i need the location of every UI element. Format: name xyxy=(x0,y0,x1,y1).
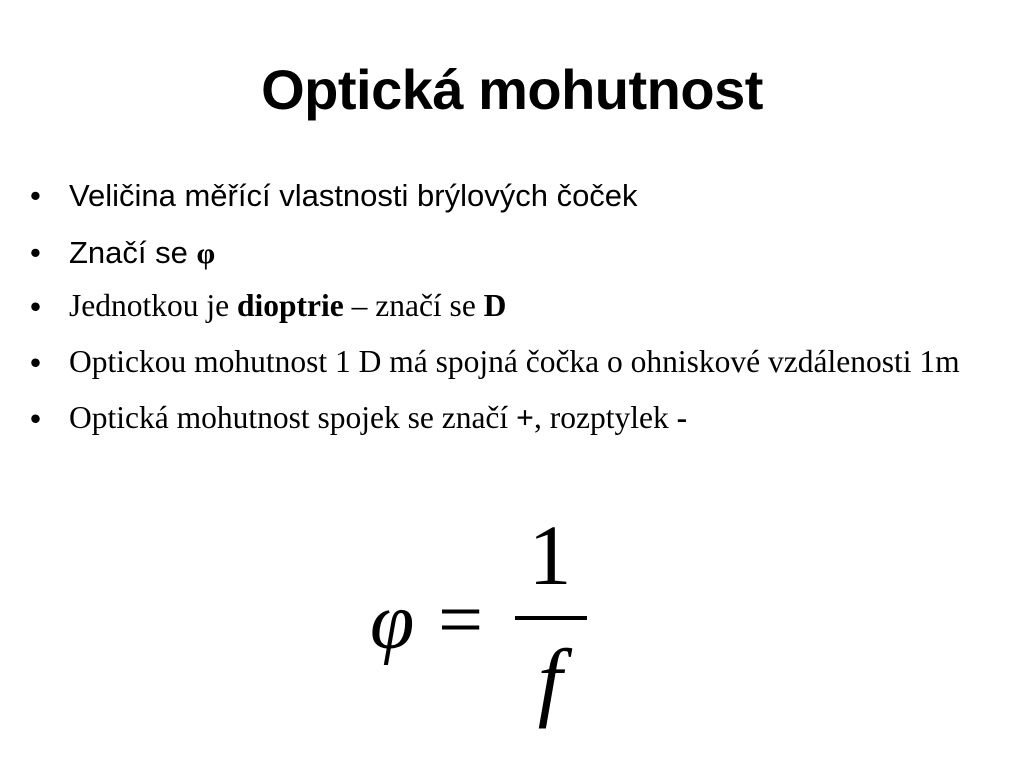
bullet-text: , rozptylek xyxy=(533,400,677,435)
bullet-text: Optickou mohutnost 1 D má spojná čočka o ohniskové vzdálenosti 1m xyxy=(69,344,960,379)
bullet-bold-term: D xyxy=(483,288,507,323)
bullet-text: – značí se xyxy=(343,288,484,323)
formula-equals: = xyxy=(438,576,484,664)
bullet-list xyxy=(30,172,990,454)
bullet-item-4 xyxy=(30,342,990,382)
bullet-dot: • xyxy=(30,288,42,324)
bullet-text: Značí se xyxy=(69,235,197,270)
bullet-text: Optická mohutnost spojek se značí xyxy=(69,400,517,435)
bullet-item-2 xyxy=(30,229,990,277)
formula-fraction-bar xyxy=(515,616,587,620)
bullet-dot: • xyxy=(30,400,42,436)
phi-symbol: φ xyxy=(196,237,216,270)
formula-phi: φ xyxy=(370,578,415,666)
formula-denominator: f xyxy=(537,633,563,730)
bullet-bold-term: dioptrie xyxy=(236,288,344,323)
optical-power-formula xyxy=(360,507,600,732)
bullet-bold-term: - xyxy=(676,400,688,435)
bullet-text: Jednotkou je xyxy=(69,288,237,323)
slide-title: Optická mohutnost xyxy=(261,58,763,121)
bullet-dot: • xyxy=(30,178,41,213)
bullet-bold-term: + xyxy=(516,400,534,435)
bullet-item-3 xyxy=(30,286,990,326)
bullet-dot: • xyxy=(30,235,41,270)
bullet-text: Veličina měřící vlastnosti brýlových čoček xyxy=(69,178,638,213)
formula-numerator: 1 xyxy=(528,507,572,603)
bullet-dot: • xyxy=(30,344,42,380)
bullet-item-5 xyxy=(30,398,990,438)
bullet-item-1 xyxy=(30,172,990,220)
